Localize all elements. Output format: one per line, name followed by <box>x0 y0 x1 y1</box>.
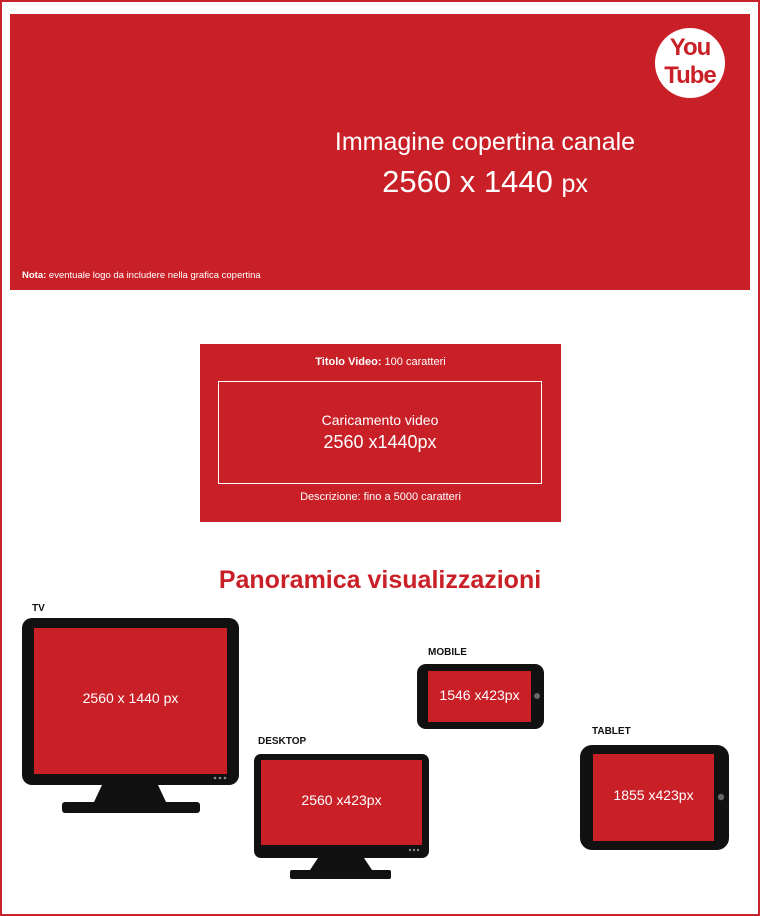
desktop-base <box>290 870 391 879</box>
logo-line-1: You <box>669 34 711 61</box>
video-upload-size: 2560 x1440px <box>323 432 437 452</box>
banner-note-label: Nota: <box>22 270 47 281</box>
desktop-size: 2560 x423px <box>301 792 382 808</box>
tv-size: 2560 x 1440 px <box>82 690 179 706</box>
banner-note-text: eventuale logo da includere nella grafica copertina <box>46 270 261 281</box>
desktop-label: DESKTOP <box>258 736 307 747</box>
tablet-label: TABLET <box>592 726 631 737</box>
video-title-spec <box>200 356 561 368</box>
video-title-text: 100 caratteri <box>381 356 446 368</box>
banner-note <box>22 270 261 281</box>
banner-title: Immagine copertina canale <box>334 128 636 156</box>
desktop-stand <box>310 858 372 870</box>
video-upload-label: Caricamento video <box>321 412 439 428</box>
tv-label: TV <box>32 603 45 614</box>
video-title-label: Titolo Video: <box>315 356 382 368</box>
tv-stand <box>94 785 166 802</box>
tablet-home-button <box>718 794 724 800</box>
video-upload-box <box>218 381 542 484</box>
banner-size-value: 2560 x 1440 <box>382 164 553 199</box>
mobile-label: MOBILE <box>428 647 467 658</box>
logo-line-2: Tube <box>664 62 716 89</box>
video-upload-panel <box>200 344 561 522</box>
tv-base <box>62 802 200 813</box>
tv-icon <box>22 618 240 814</box>
desktop-icon <box>254 754 430 880</box>
youtube-logo <box>655 28 725 98</box>
video-description-spec: Descrizione: fino a 5000 caratteri <box>300 491 461 503</box>
banner-size <box>300 164 670 200</box>
mobile-size: 1546 x423px <box>439 687 520 703</box>
mobile-home-button <box>534 693 540 699</box>
tablet-size: 1855 x423px <box>613 787 694 803</box>
overview-title: Panoramica visualizzazioni <box>218 566 542 594</box>
banner-size-unit: px <box>561 170 588 198</box>
